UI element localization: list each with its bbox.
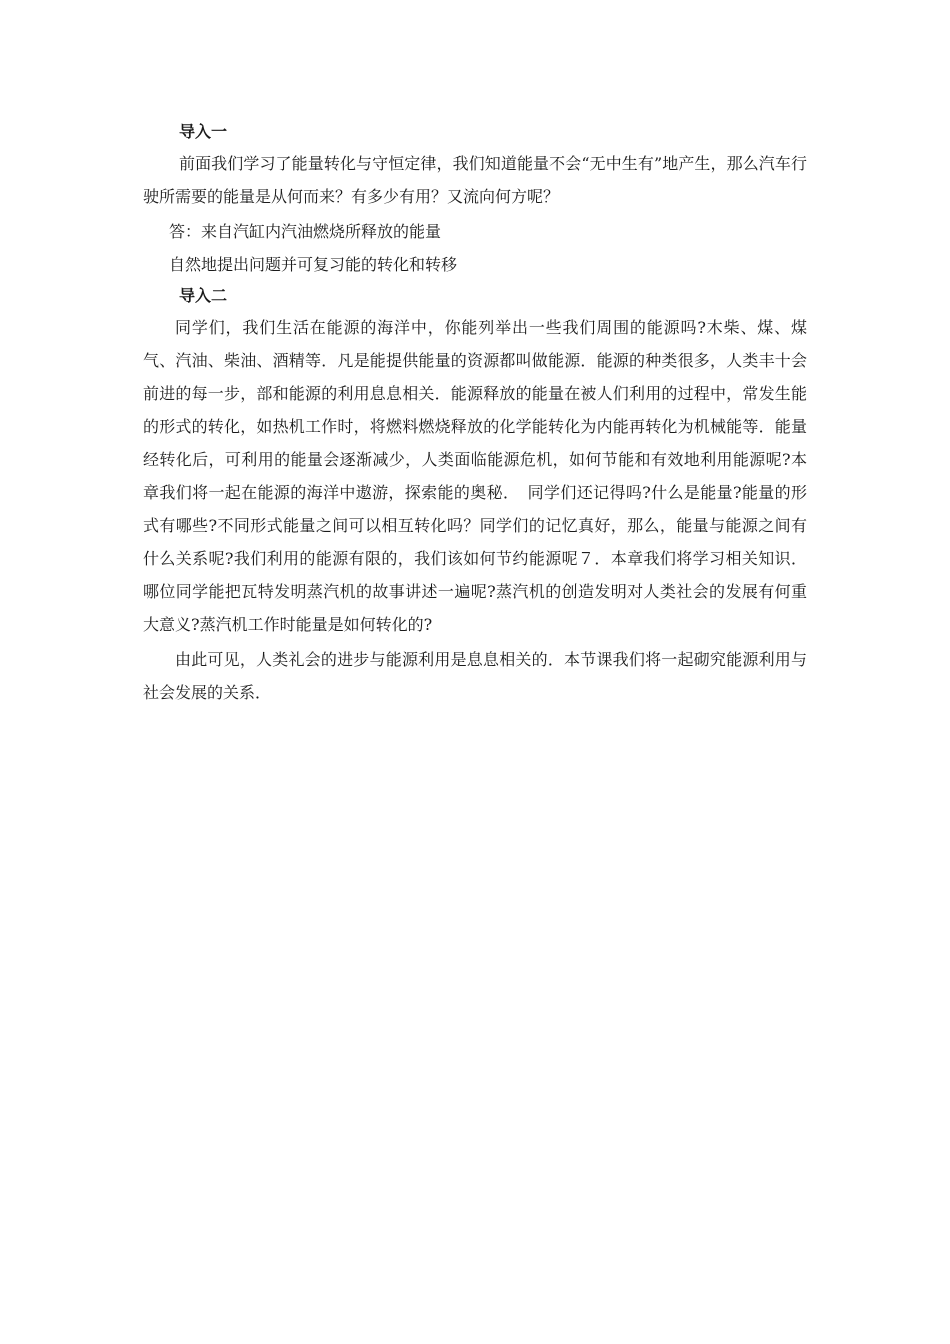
document-content	[143, 117, 807, 709]
section1-heading: 导入一	[179, 122, 228, 141]
section2-conclusion: 由此可见，人类礼会的进步与能源利用是息息相关的．本节课我们将一起砌究能源利用与社会发展的关系．	[143, 650, 807, 702]
section2-heading: 导入二	[179, 286, 228, 305]
section1-question: 前面我们学习了能量转化与守恒定律，我们知道能量不会“无中生有”地产生，那么汽车行驶所需要的能量是从何而来？有多少有用？又流向何方呢？	[143, 154, 807, 206]
section1-note: 自然地提出问题并可复习能的转化和转移	[169, 255, 458, 274]
section1-answer: 答：来自汽缸内汽油燃烧所释放的能量	[169, 222, 442, 241]
section2-body: 同学们，我们生活在能源的海洋中，你能列举出一些我们周围的能源吗?木柴、煤、煤气、汽油、柴油、酒精等．凡是能提供能量的资源都叫做能源．能源的种类很多，人类丰十会前进的每一步，部和能源的利用息息相关．能源释放的能量在被人们利用的过程中，常发生能的形式的转化，如热机工作时，将燃料燃烧释放的化学能转化为内能再转化为机械能等．能量经转化后，可利用的能量会逐渐减少，人类面临能源危机，如何节能和有效地利用能源呢?本章我们将一起在能源的海洋中遨游，探索能的奥秘． 同学们还记得吗?什么是能量?能量的形式有哪些?不同形式能量之间可以相互转化吗？同学们的记忆真好，那么，能量与能源之间有什么关系呢?我们利用的能源有限的，我们该如何节约能源呢７．本章我们将学习相关知识．哪位同学能把瓦特发明蒸汽机的故事讲述一遍呢?蒸汽机的创造发明对人类社会的发展有何重大意义?蒸汽机工作时能量是如何转化的?	[143, 318, 807, 634]
